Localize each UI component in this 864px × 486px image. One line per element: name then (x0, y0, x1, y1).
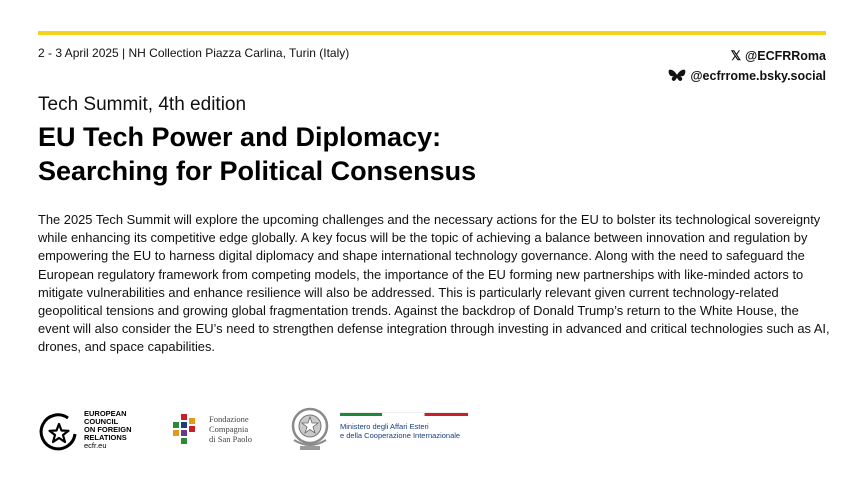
bluesky-butterfly-icon (668, 69, 686, 83)
partner-logos (38, 402, 498, 456)
ministero-line-1: Ministero degli Affari Esteri (340, 422, 429, 431)
x-handle: @ECFRRoma (745, 49, 826, 63)
x-handle-row[interactable] (668, 46, 826, 66)
ecfr-logo (38, 408, 163, 454)
page-title (38, 120, 476, 188)
ecfr-star-logo-icon (38, 410, 80, 452)
italian-republic-emblem-icon (288, 402, 332, 454)
fondazione-logo (171, 414, 261, 448)
bsky-handle-row[interactable] (668, 66, 826, 86)
ecfr-line-3: ON FOREIGN (84, 425, 132, 434)
x-logo-icon: 𝕏 (730, 48, 742, 63)
ecfr-line-1: EUROPEAN (84, 409, 127, 418)
bsky-handle: @ecfrrome.bsky.social (690, 69, 826, 83)
event-kicker: Tech Summit, 4th edition (38, 94, 247, 115)
ecfr-line-2: COUNCIL (84, 417, 119, 426)
fondazione-wordmark (209, 414, 252, 444)
event-info: 2 - 3 April 2025 | NH Collection Piazza Carlina, Turin (Italy) (38, 46, 350, 60)
event-description: The 2025 Tech Summit will explore the upcoming challenges and the necessary actions for the EU to bolster its technological sovereignty while enhancing its competitive edge globally. A key focus will be the topic of achieving a balance between innovation and regulation by empowering the EU to harness digital diplomacy and shape international technology governance. Along with the need to safeguard the European regulatory framework from competing models, the importance of the EU forming new partnerships with like-minded actors to mitigate vulnerabilities and enhance resilience will also be addressed. This is particularly relevant given current technology-related geopolitical tensions and growing global fragmentation trends. Against the backdrop of Donald Trump’s return to the White House, the event will also consider the EU’s need to strengthen defense integration through investing in advanced and critical technologies such as AI, drones, and space capabilities. (38, 212, 830, 355)
top-accent-bar (38, 31, 826, 35)
ministero-wordmark (340, 422, 460, 440)
ecfr-wordmark (84, 410, 132, 450)
italian-flag-stripe (340, 412, 468, 416)
fondazione-mosaic-icon (171, 414, 201, 444)
ecfr-line-4: RELATIONS (84, 433, 127, 442)
ecfr-url: ecfr.eu (84, 441, 107, 450)
ministero-line-2: e della Cooperazione Internazionale (340, 431, 461, 440)
fondazione-line-3: di San Paolo (209, 434, 252, 444)
social-handles (668, 46, 826, 86)
title-line-1: EU Tech Power and Diplomacy: (38, 122, 442, 152)
ministero-logo (340, 412, 480, 442)
title-line-2: Searching for Political Consensus (38, 156, 477, 186)
fondazione-line-2: Compagnia (209, 424, 249, 434)
fondazione-line-1: Fondazione (209, 414, 249, 424)
